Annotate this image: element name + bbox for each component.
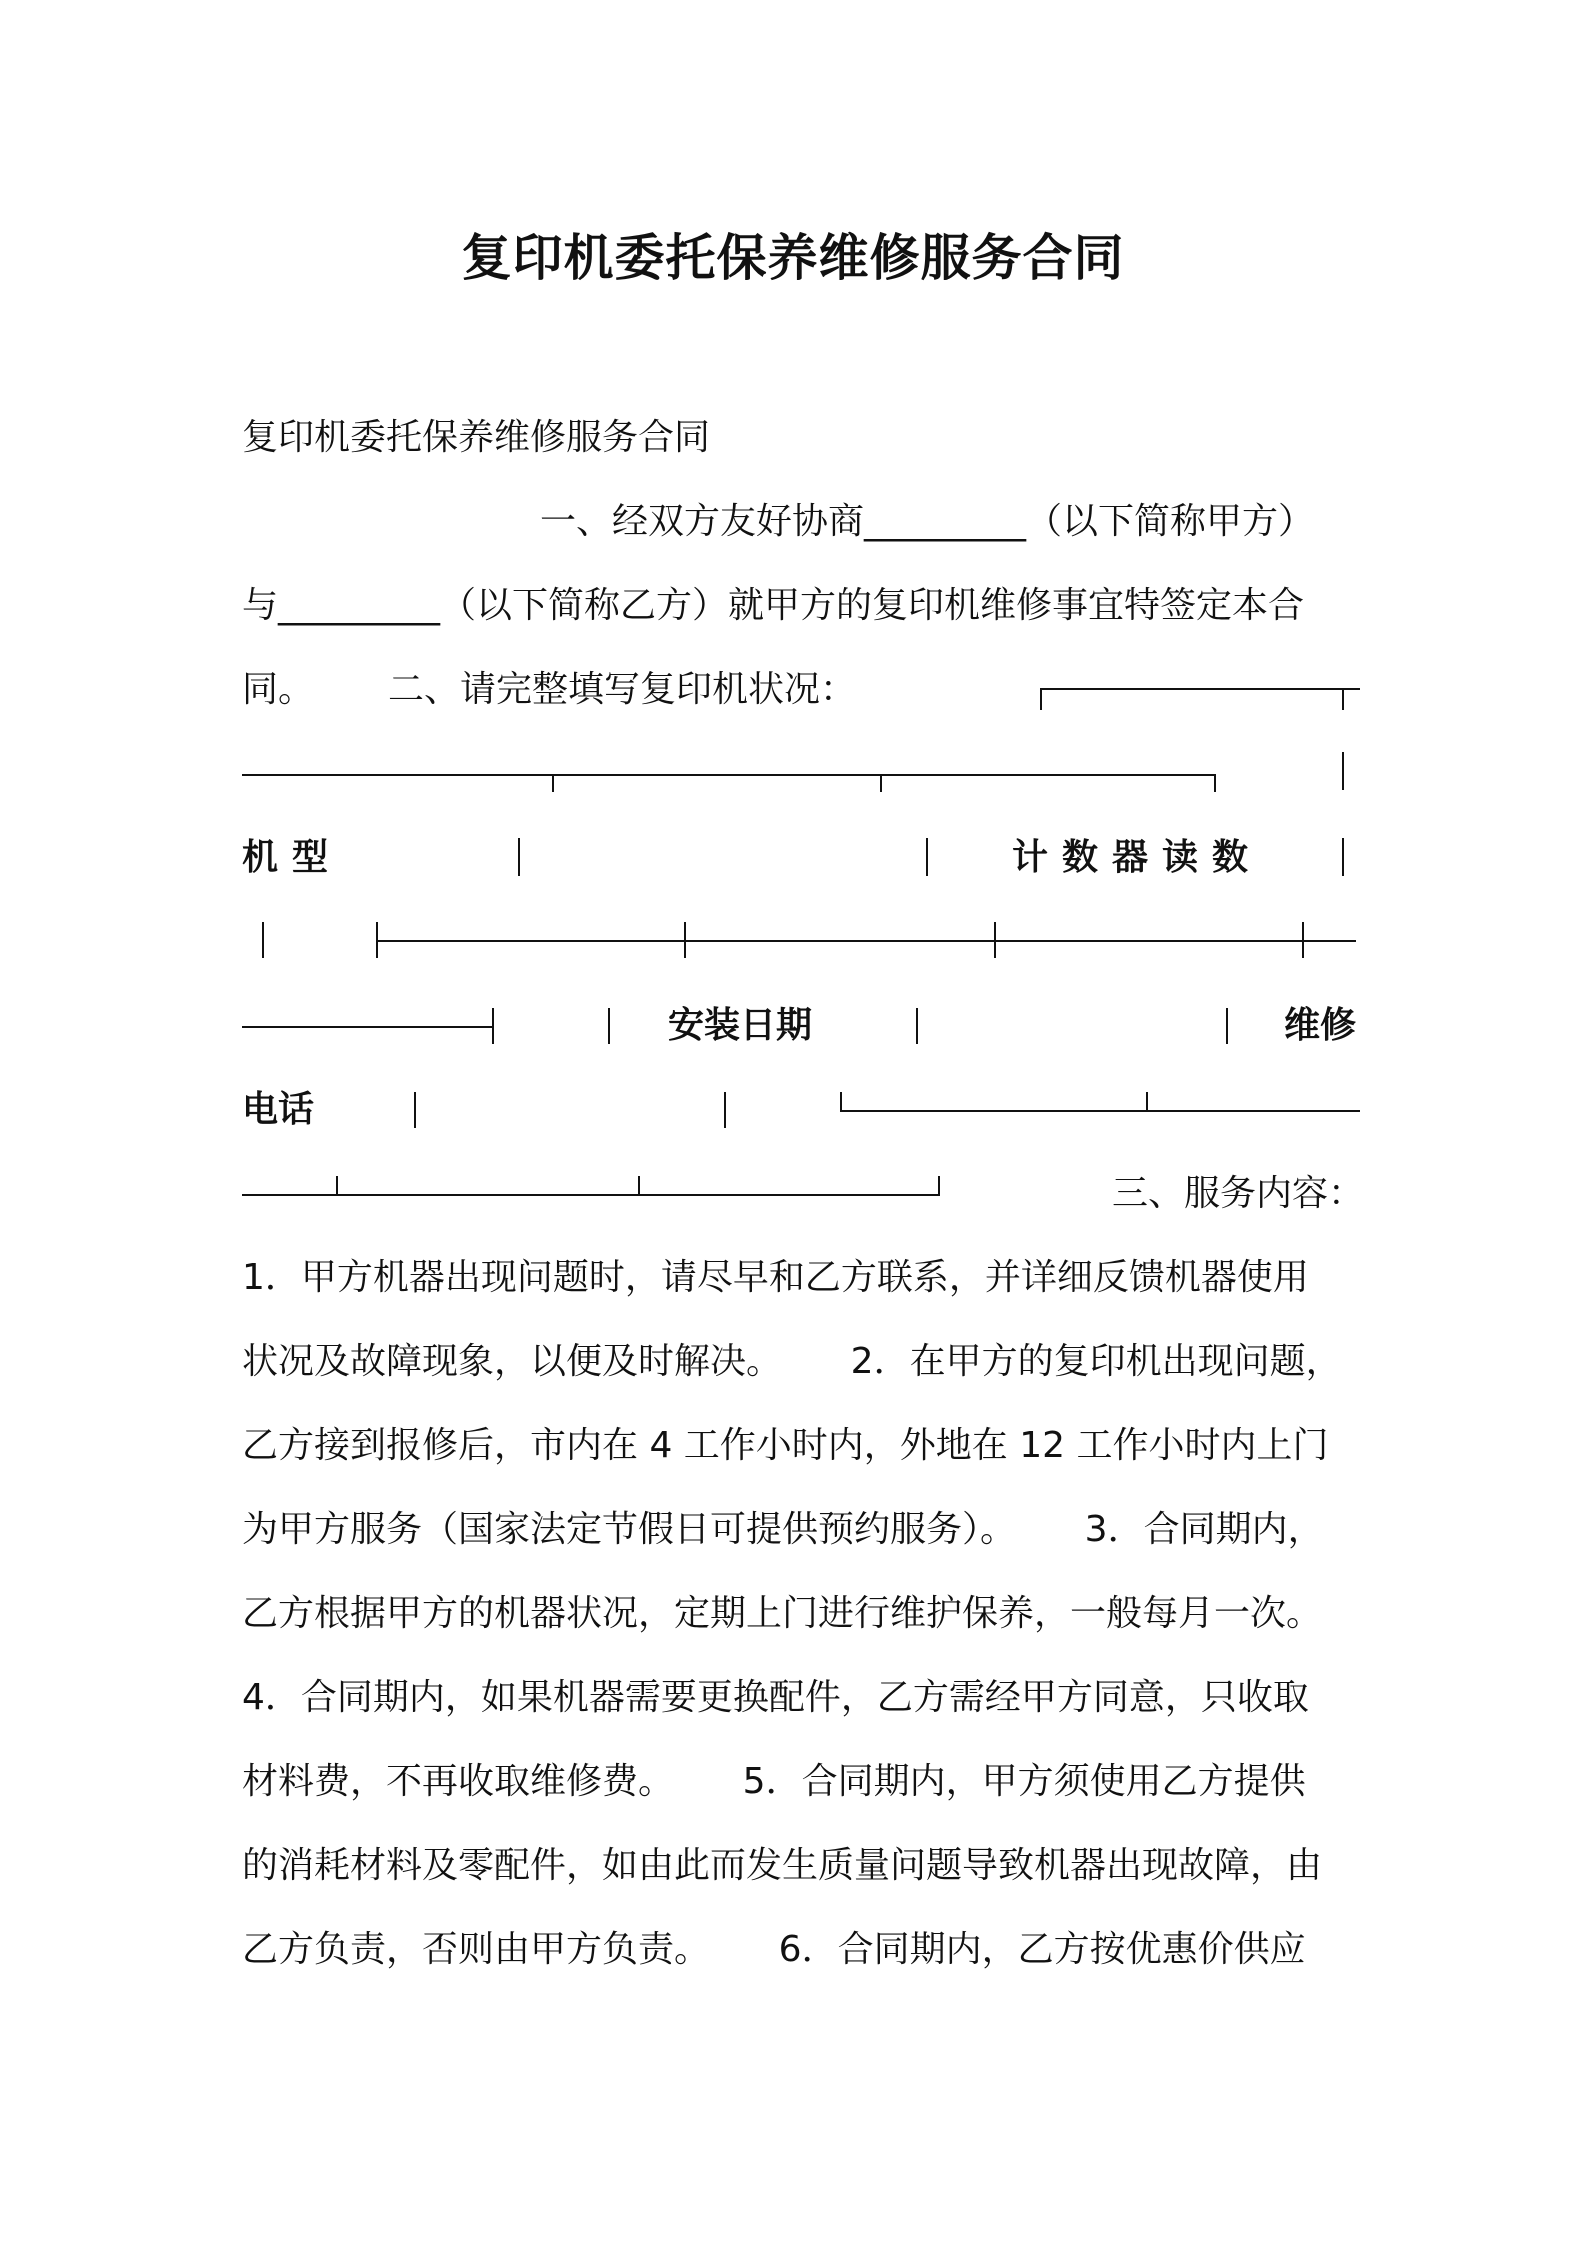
table-label-repair: 维修	[1284, 1005, 1357, 1046]
body-line: 乙方根据甲方的机器状况，定期上门进行维护保养，一般每月一次。	[242, 1593, 1323, 1634]
table-label-counter: 计数器读数	[1012, 837, 1263, 878]
body-line: 状况及故障现象，以便及时解决。 2．在甲方的复印机出现问题，	[242, 1341, 1342, 1382]
body-line: 4．合同期内，如果机器需要更换配件，乙方需经甲方同意，只收取	[242, 1677, 1309, 1718]
body-line: 1．甲方机器出现问题时，请尽早和乙方联系，并详细反馈机器使用	[242, 1257, 1309, 1298]
body-line: 乙方负责，否则由甲方负责。 6．合同期内，乙方按优惠价供应	[242, 1929, 1306, 1970]
section2-heading: 二、请完整填写复印机状况：	[388, 669, 857, 710]
body-line: 乙方接到报修后，市内在 4 工作小时内，外地在 12 工作小时内上门	[242, 1425, 1329, 1466]
body-line: 的消耗材料及零配件，如由此而发生质量问题导致机器出现故障，由	[242, 1845, 1323, 1886]
table-label-model: 机型	[242, 837, 343, 878]
page-title: 复印机委托保养维修服务合同	[461, 229, 1125, 287]
contract-subtitle: 复印机委托保养维修服务合同	[242, 417, 711, 458]
table-label-phone: 电话	[242, 1089, 315, 1130]
table-label-install-date: 安装日期	[668, 1005, 813, 1046]
section1-line3a: 同。	[242, 669, 315, 710]
body-line: 材料费，不再收取维修费。 5．合同期内，甲方须使用乙方提供	[242, 1761, 1306, 1802]
section3-heading: 三、服务内容：	[1112, 1173, 1365, 1214]
body-line: 为甲方服务（国家法定节假日可提供预约服务）。 3．合同期内，	[242, 1509, 1324, 1550]
section1-line1: 一、经双方友好协商_________（以下简称甲方）	[540, 501, 1315, 542]
section1-line2: 与_________（以下简称乙方）就甲方的复印机维修事宜特签定本合	[242, 585, 1305, 626]
